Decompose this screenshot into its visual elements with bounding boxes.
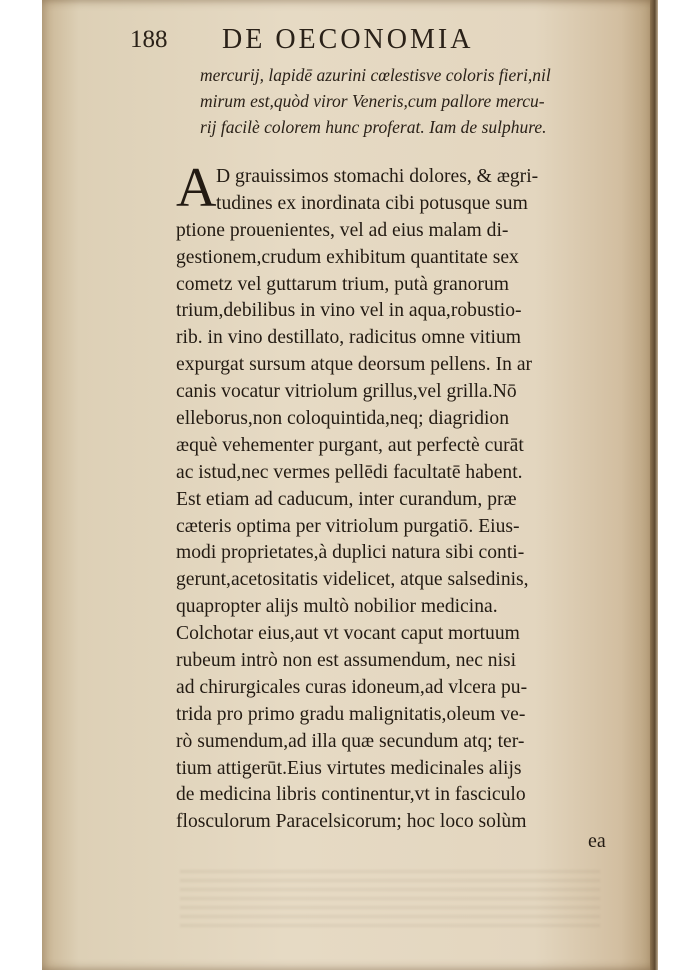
- body-line: gestionem,crudum exhibitum quantitate sex: [176, 246, 519, 268]
- body-line: tium attigerūt.Eius virtutes medicinales alijs: [176, 757, 522, 779]
- body-line: Est etiam ad caducum, inter curandum, præ: [176, 488, 517, 510]
- body-line: rubeum intrò non est assumendum, nec nisi: [176, 650, 517, 672]
- body-line: flosculorum Paracelsicorum; hoc loco solùm: [176, 811, 527, 833]
- bleed-through-texture: [180, 870, 600, 930]
- body-text: [176, 164, 616, 836]
- body-line: Colchotar eius,aut vt vocant caput mortuum: [176, 623, 520, 645]
- body-line: trium,debilibus in vino vel in aqua,robustio-: [176, 300, 522, 322]
- page-number: 188: [130, 26, 168, 53]
- drop-cap: A: [176, 157, 217, 219]
- body-line: expurgat sursum atque deorsum pellens. In ar: [176, 354, 533, 376]
- catchword: ea: [588, 830, 606, 852]
- body-line: trida pro primo gradu malignitatis,oleum ve-: [176, 703, 526, 725]
- body-line: ac istud,nec vermes pellēdi facultatē habent.: [176, 461, 523, 483]
- italic-line: rij facilè colorem hunc proferat. Iam de sulphure.: [200, 117, 547, 137]
- body-line: D grauissimos stomachi dolores, & ægri-: [216, 166, 539, 187]
- body-line: modi proprietates,à duplici natura sibi conti-: [176, 542, 525, 564]
- body-line: æquè vehementer purgant, aut perfectè curāt: [176, 434, 524, 456]
- body-line: tudines ex inordinata cibi potusque sum: [216, 192, 528, 214]
- body-line: rò sumendum,ad illa quæ secundum atq; ter-: [176, 730, 525, 752]
- body-line: cometz vel guttarum trium, putà granorum: [176, 273, 509, 295]
- italic-line: mirum est,quòd viror Veneris,cum pallore mercu-: [200, 91, 545, 111]
- body-line: quapropter alijs multò nobilior medicina.: [176, 596, 498, 618]
- running-title: DE OECONOMIA: [222, 24, 474, 55]
- italic-line: mercurij, lapidē azurini cœlestisve coloris fieri,nil: [200, 65, 551, 85]
- body-line: gerunt,acetositatis videlicet, atque salsedinis,: [176, 569, 529, 591]
- body-line: ptione prouenientes, vel ad eius malam di-: [176, 219, 509, 241]
- body-line: elleborus,non coloquintida,neq; diagridion: [176, 408, 510, 430]
- body-line: canis vocatur vitriolum grillus,vel grilla.Nō: [176, 381, 517, 403]
- body-line: ad chirurgicales curas idoneum,ad vlcera pu-: [176, 676, 528, 698]
- body-line: cæteris optima per vitriolum purgatiō. Eius-: [176, 515, 520, 537]
- italic-passage: [200, 62, 620, 140]
- body-line: rib. in vino destillato, radicitus omne vitium: [176, 327, 522, 349]
- body-line: de medicina libris continentur,vt in fasciculo: [176, 784, 526, 806]
- page-header: [130, 24, 610, 58]
- page-edge: [650, 0, 658, 970]
